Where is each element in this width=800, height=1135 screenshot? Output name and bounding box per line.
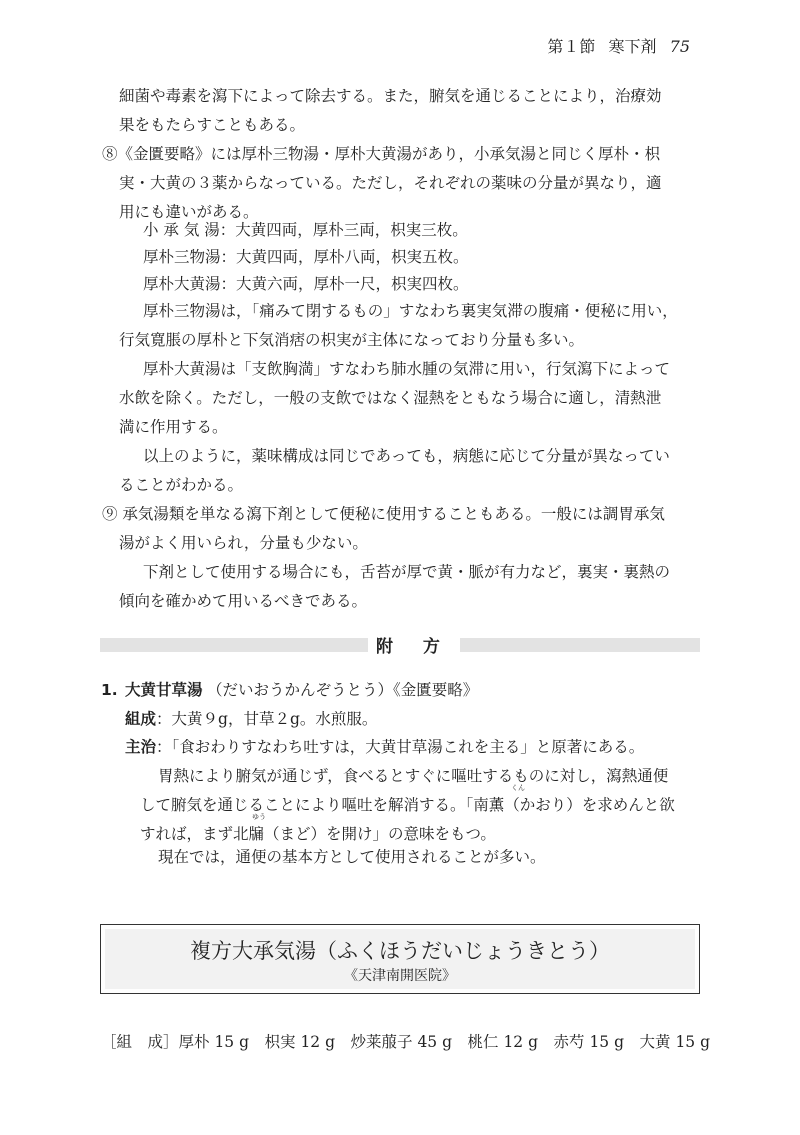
header-chapter: 寒下剤 xyxy=(608,37,657,56)
text-line: すれば，まず北牖（まど）を開け」の意味をもつ。 xyxy=(140,825,496,843)
text-line: 細菌や毒素を瀉下によって除去する。また，腑気を通じることにより，治療効 xyxy=(119,87,662,105)
formula-composition-label: ［組 成］ xyxy=(101,1033,179,1051)
composition-label: 組成 xyxy=(125,710,157,728)
text-line: 胃熱により腑気が通じず，食べるとすぐに嘔吐するものに対し，瀉熱通便 xyxy=(158,767,669,785)
text-line: ⑧《金匱要略》には厚朴三物湯・厚朴大黄湯があり，小承気湯と同じく厚朴・枳 xyxy=(102,145,661,163)
ruby-annotation: くん xyxy=(511,784,525,792)
text-line: 用にも違いがある。 xyxy=(119,203,259,221)
text-line: 果をもたらすこともある。 xyxy=(119,116,306,134)
item-reading: （だいおうかんぞうとう）《金匱要略》 xyxy=(207,681,479,699)
text-line: 水飲を除く。ただし，一般の支飲ではなく湿熱をともなう場合に適し，清熱泄 xyxy=(119,389,662,407)
formula-title: 複方大承気湯（ふくほうだいじょうきとう） xyxy=(190,939,610,963)
text-line: 湯がよく用いられ，分量も少ない。 xyxy=(119,534,368,552)
text-line: 以上のように，薬味構成は同じであっても，病態に応じて分量が異なってい xyxy=(143,447,670,465)
indication-row xyxy=(125,737,644,757)
formula-composition-text: 厚朴 15 g 枳実 12 g 炒莱菔子 45 g 桃仁 12 g 赤芍 15 g 大黄 15 g xyxy=(178,1033,711,1051)
section-heading: 附 方 xyxy=(368,632,460,657)
header-section: 第１節 xyxy=(547,37,596,56)
composition-row xyxy=(125,709,377,729)
running-header xyxy=(539,34,690,57)
text-line: 厚朴三物湯は，「痛みて閉するもの」すなわち裏実気滞の腹痛・便秘に用い， xyxy=(143,302,678,320)
text-line: 小 承 気 湯：大黄四両，厚朴三両，枳実三枚。 xyxy=(143,221,468,239)
text-line: 厚朴大黄湯：大黄六両，厚朴一尺，枳実四枚。 xyxy=(143,275,469,293)
text-line: 厚朴三物湯：大黄四両，厚朴八両，枳実五枚。 xyxy=(143,248,469,266)
item-number: 1. xyxy=(101,681,118,699)
composition-text: ：大黄９g，甘草２g。水煎服。 xyxy=(156,710,378,728)
text-line: ⑨ 承気湯類を単なる瀉下剤として便秘に使用することもある。一般には調胃承気 xyxy=(102,505,665,523)
text-line: 満に作用する。 xyxy=(119,418,228,436)
text-line: 下剤として使用する場合にも，舌苔が厚で黄・脈が有力など，裏実・裏熱の xyxy=(143,563,671,581)
text-line: ることがわかる。 xyxy=(119,476,244,494)
text-line: 傾向を確かめて用いるべきである。 xyxy=(119,592,368,610)
text-line: して腑気を通じることにより嘔吐を解消する。「南薫（かおり）を求めんと欲 xyxy=(140,796,675,814)
text-line: 実・大黄の３薬からなっている。ただし，それぞれの薬味の分量が異なり，適 xyxy=(119,174,662,192)
text-line: 現在では，通便の基本方として使用されることが多い。 xyxy=(158,848,546,866)
ruby-annotation: ゆう xyxy=(252,813,266,821)
indication-text: ：「食おわりすなわち吐すは，大黄甘草湯これを主る」と原著にある。 xyxy=(156,738,645,756)
formula-title-box xyxy=(100,924,700,994)
item-name: 大黄甘草湯 xyxy=(125,681,203,699)
indication-label: 主治 xyxy=(125,738,157,756)
formula-source: 《天津南開医院》 xyxy=(344,968,456,984)
page-number: 75 xyxy=(669,37,690,56)
formula-composition-row xyxy=(101,1032,710,1052)
text-line: 厚朴大黄湯は「支飲胸満」すなわち肺水腫の気滞に用い，行気瀉下によって xyxy=(143,360,671,378)
text-line: 行気寛脹の厚朴と下気消痞の枳実が主体になっており分量も多い。 xyxy=(119,331,585,349)
